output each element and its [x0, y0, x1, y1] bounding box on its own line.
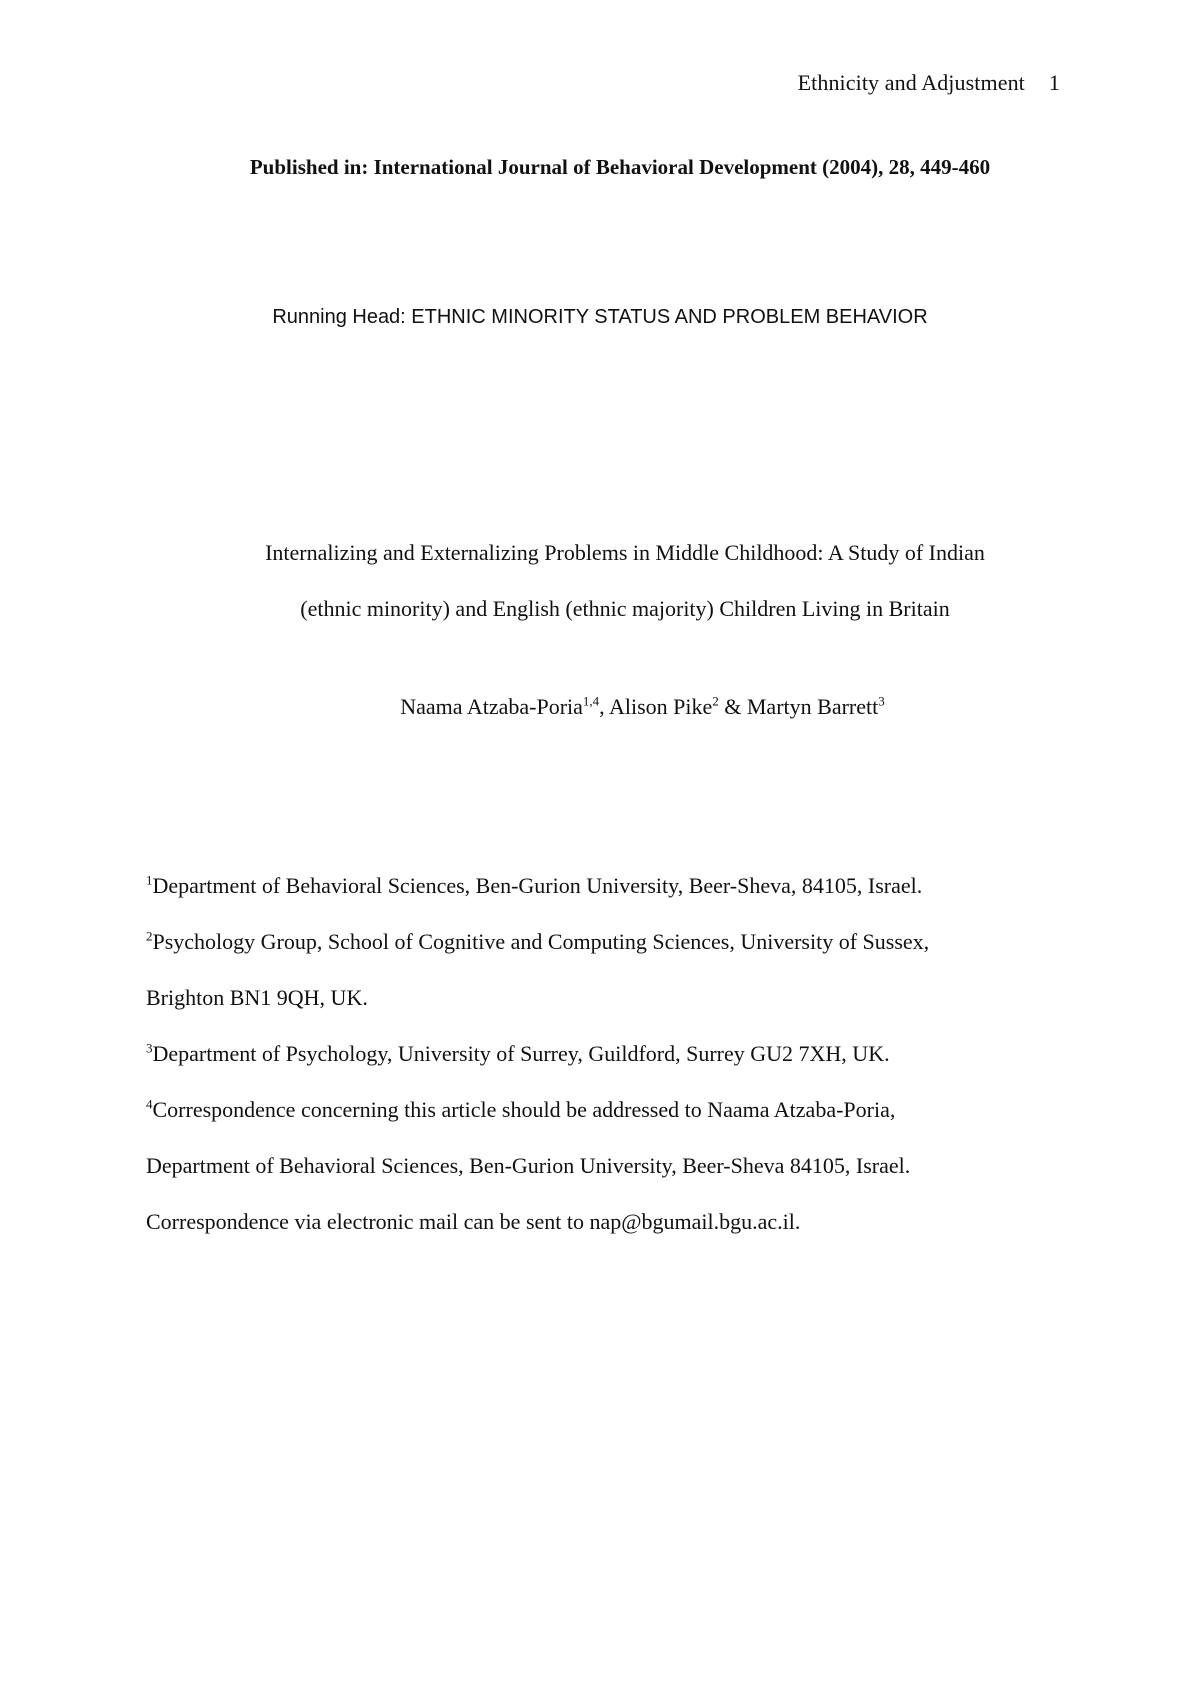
affiliation-line: Brighton BN1 9QH, UK.	[146, 985, 368, 1010]
affiliation-mark: 3	[146, 1040, 153, 1056]
author-separator: &	[718, 694, 747, 719]
correspondence-line: Correspondence concerning this article should be addressed to Naama Atzaba-Poria,	[152, 1097, 896, 1122]
affiliation-line: Department of Behavioral Sciences, Ben-Gurion University, Beer-Sheva, 84105, Israel.	[152, 873, 923, 898]
correspondence-entry	[146, 1082, 1066, 1250]
title-line: Internalizing and Externalizing Problems in Middle Childhood: A Study of Indian	[265, 540, 985, 565]
correspondence-line: Department of Behavioral Sciences, Ben-Gurion University, Beer-Sheva 84105, Israel.	[146, 1153, 911, 1178]
author-list	[0, 694, 1200, 720]
affiliation-entry	[146, 914, 1066, 1026]
author-name: Martyn Barrett	[746, 694, 879, 719]
paper-title	[0, 525, 1200, 637]
affiliations	[146, 858, 1066, 1250]
affiliation-mark: 4	[146, 1096, 153, 1112]
affiliation-line: Department of Psychology, University of Surrey, Guildford, Surrey GU2 7XH, UK.	[152, 1041, 890, 1066]
author-name: Naama Atzaba-Poria	[400, 694, 583, 719]
publication-note: Published in: International Journal of Behavioral Development (2004), 28, 449-460	[249, 155, 991, 179]
author-separator: ,	[599, 694, 609, 719]
correspondence-email-line: Correspondence via electronic mail can be sent to nap@bgumail.bgu.ac.il.	[146, 1209, 801, 1234]
affiliation-entry	[146, 858, 1066, 914]
affiliation-mark: 2	[146, 928, 153, 944]
affiliation-mark: 1	[146, 872, 153, 888]
header-running-title: Ethnicity and Adjustment	[797, 70, 1025, 95]
page-number: 1	[1048, 70, 1060, 95]
author-name: Alison Pike	[608, 694, 713, 719]
title-line: (ethnic minority) and English (ethnic majority) Children Living in Britain	[300, 596, 950, 621]
affiliation-line: Psychology Group, School of Cognitive and Computing Sciences, University of Sussex,	[152, 929, 930, 954]
page-header	[798, 70, 1060, 96]
author-affiliation-mark: 2	[712, 693, 719, 709]
author-affiliation-mark: 1,4	[582, 693, 600, 709]
running-head: Running Head: ETHNIC MINORITY STATUS AND PROBLEM BEHAVIOR	[272, 306, 928, 328]
affiliation-entry	[146, 1026, 1066, 1082]
author-affiliation-mark: 3	[878, 693, 885, 709]
